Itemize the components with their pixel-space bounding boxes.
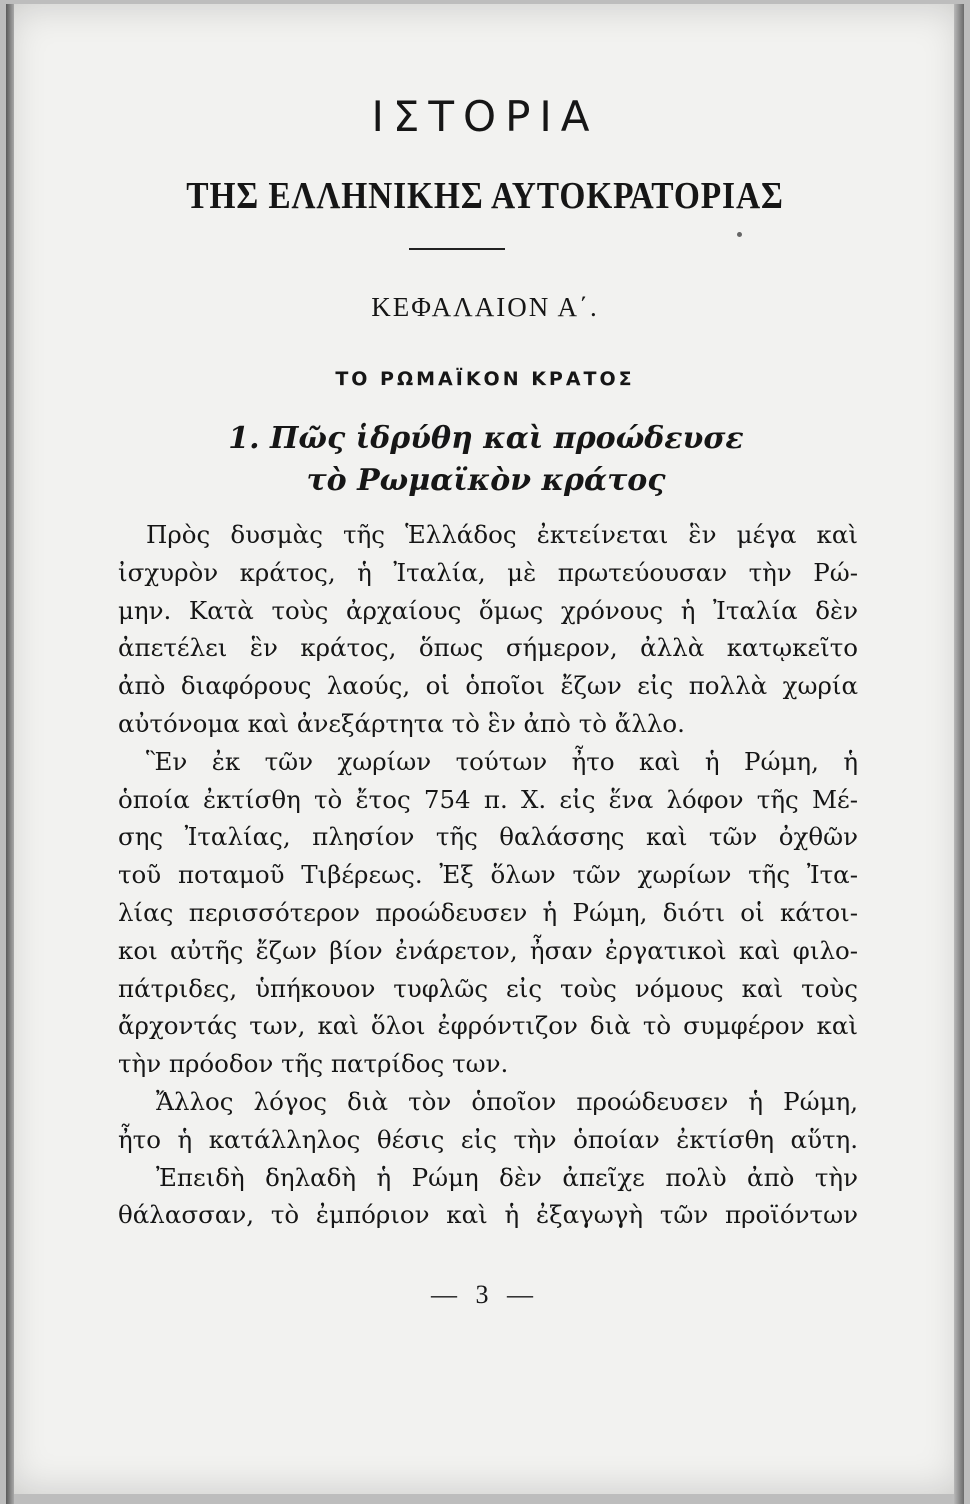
text-line: ἀπετέλει ἓν κράτος, ὅπως σήμερον, ἀλλὰ κατῳκεῖτο	[118, 633, 858, 663]
text-line: ἄρχοντάς των, καὶ ὅλοι ἐφρόντιζον διὰ τὸ συμφέρον καὶ	[118, 1011, 858, 1041]
print-speck	[737, 232, 742, 237]
book-title: ΙΣΤΟΡΙΑ	[371, 92, 599, 141]
section-heading	[206, 418, 766, 502]
text-line: μην. Κατὰ τοὺς ἀρχαίους ὅμως χρόνους ἡ Ἰταλία δὲν	[118, 595, 858, 625]
text-line: κοι αὐτῆς ἔζων βίον ἐνάρετον, ἦσαν ἐργατικοὶ καὶ φιλο-	[118, 935, 858, 965]
body-text	[118, 516, 858, 1234]
text-line: Ἄλλος λόγος διὰ τὸν ὁποῖον προώδευσεν ἡ Ρώμη,	[156, 1086, 858, 1116]
text-line: Πρὸς δυσμὰς τῆς Ἑλλάδος ἐκτείνεται ἓν μέγα καὶ	[146, 520, 858, 549]
page-right-edge	[954, 4, 964, 1504]
text-line: αὐτόνομα καὶ ἀνεξάρτητα τὸ ἓν ἀπὸ τὸ ἄλλο.	[118, 708, 685, 738]
text-line: ἦτο ἡ κατάλληλος θέσις εἰς τὴν ὁποίαν ἐκτίσθη αὕτη.	[118, 1124, 858, 1154]
text-line: Ἐπειδὴ δηλαδὴ ἡ Ρώμη δὲν ἀπεῖχε πολὺ ἀπὸ τὴν	[156, 1162, 858, 1192]
page-number: — 3 —	[431, 1280, 539, 1309]
title-divider	[409, 248, 505, 250]
section-heading-line-1: 1. Πῶς ἱδρύθη καὶ προώδευσε	[228, 421, 744, 456]
text-line: ἀπὸ διαφόρους λαούς, οἱ ὁποῖοι ἔζων εἰς πολλὰ χωρία	[118, 671, 858, 701]
text-line: ἰσχυρὸν κράτος, ἡ Ἰταλία, μὲ πρωτεύουσαν τὴν Ρώ-	[118, 557, 858, 587]
page-left-edge	[6, 4, 14, 1504]
text-line: τὴν πρόοδον τῆς πατρίδος των.	[118, 1049, 509, 1079]
text-line: Ἓν ἐκ τῶν χωρίων τούτων ἦτο καὶ ἡ Ρώμη, ἡ	[146, 746, 858, 776]
book-subtitle: ΤΗΣ ΕΛΛΗΝΙΚΗΣ ΑΥΤΟΚΡΑΤΟΡΙΑΣ	[186, 175, 784, 217]
text-line: λίας περισσότερον προώδευσεν ἡ Ρώμη, διότι οἱ κάτοι-	[118, 897, 858, 927]
text-line: πάτριδες, ὑπήκουον τυφλῶς εἰς τοὺς νόμους καὶ τοὺς	[118, 973, 858, 1003]
text-line: σης Ἰταλίας, πλησίον τῆς θαλάσσης καὶ τῶν ὀχθῶν	[118, 822, 858, 852]
text-line: ὁποία ἐκτίσθη τὸ ἔτος 754 π. Χ. εἰς ἕνα λόφον τῆς Μέ-	[118, 784, 858, 814]
chapter-heading: ΤΟ ΡΩΜΑΪΚΟΝ ΚΡΑΤΟΣ	[335, 368, 635, 390]
chapter-label: ΚΕΦΑΛΑΙΟΝ Α΄.	[371, 292, 599, 322]
text-line: θάλασσαν, τὸ ἐμπόριον καὶ ἡ ἐξαγωγὴ τῶν προϊόντων	[118, 1200, 858, 1230]
section-heading-line-2: τὸ Ρωμαϊκὸν κράτος	[306, 463, 666, 498]
text-line: τοῦ ποταμοῦ Τιβέρεως. Ἐξ ὅλων τῶν χωρίων τῆς Ἰτα-	[118, 860, 858, 890]
book-page	[6, 4, 964, 1494]
